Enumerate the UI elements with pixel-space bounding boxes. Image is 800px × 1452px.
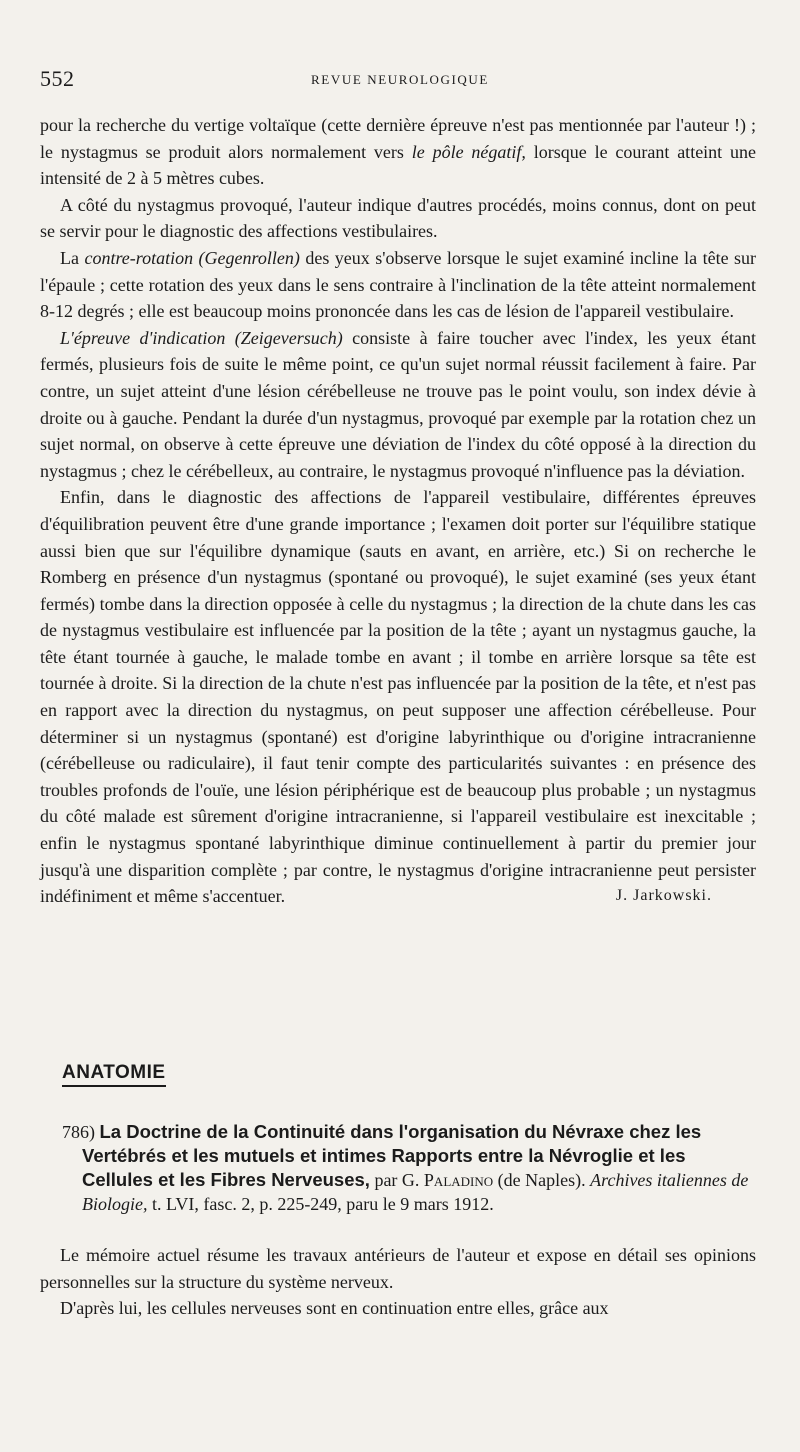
article-paragraph-2: D'après lui, les cellules nerveuses sont en continuation entre elles, grâce aux	[60, 1298, 609, 1319]
italic-phrase: le pôle négatif,	[411, 141, 526, 162]
paragraph-2: A côté du nystagmus provoqué, l'auteur indique d'autres procédés, moins connus, dont on peut se servir pour le diagnostic des affections vestibulaires.	[40, 194, 756, 242]
article-paragraph-1: Le mémoire actuel résume les travaux antérieurs de l'auteur et expose en détail ses opinions personnelles sur la structure du système nerveux.	[40, 1245, 756, 1292]
italic-term: L'épreuve d'indication (Zeigeversuch)	[60, 327, 343, 348]
paragraph-3: La contre-rotation (Gegenrollen) des yeux s'observe lorsque le sujet examiné incline la tête sur l'épaule ; cette rotation des yeux dans le sens contraire à l'inclination de la tête atteint normalement 8-12 degrés ; elle est beaucoup moins prononcée dans les cas de lésion de l'appareil vestibulaire.	[40, 247, 757, 322]
paragraph-5: Enfin, dans le diagnostic des affections de l'appareil vestibulaire, différentes épreuves d'équilibration peuvent être d'une grande importance ; l'examen doit porter sur l'équilibre statique aussi bien que sur l'équilibre dynamique (sauts en avant, en arrière, etc.) Si on recherche le Romberg en présence d'un nystagmus (spontané ou provoqué), le sujet examiné (ses yeux étant fermés) tombe dans la direction opposée à celle du nystagmus ; la direction de la chute dans les cas de nystagmus vestibulaire est influencée par la position de la tête ; ayant un nystagmus gauche, la tête étant tournée à gauche, le malade tombe en avant ; il tombe en arrière lorsque sa tête est tournée à droite. Si la direction de la chute n'est pas influencée par la position de la tête, et n'est pas en rapport avec la direction du nystagmus, on peut supposer une affection cérébelleuse. Pour déterminer si un nystagmus (spontané) est d'origine labyrinthique ou d'origine intracranienne (cérébelleuse ou radiculaire), il faut tenir compte des particularités suivantes : en présence des troubles profonds de l'ouïe, une lésion périphérique est de beaucoup plus probable ; un nystagmus du côté malade est sûrement d'origine intracranienne, si l'appareil vestibulaire est inexcitable ; enfin le nystagmus spontané labyrinthique diminue continuellement à partir du premier jour jusqu'à une disparition complète ; par contre, le nystagmus d'origine intracranienne peut persister indéfiniment et même s'accentuer. J. Jarkowski.	[40, 484, 756, 910]
page-header	[40, 66, 760, 92]
italic-term: contre-rotation (Gegenrollen)	[84, 247, 300, 268]
page-number: 552	[40, 66, 75, 91]
paragraph-1: pour la recherche du vertige voltaïque (cette dernière épreuve n'est pas mentionnée par l'auteur !) ; le nystagmus se produit alors normalement vers le pôle négatif, lorsque le courant atteint une intensité de 2 à 5 mètres cubes.	[40, 115, 757, 189]
article-number: 786)	[62, 1122, 95, 1142]
article-body	[40, 1242, 756, 1322]
journal-name: Archives italiennes de Biologie,	[82, 1170, 749, 1214]
article-author: G. Paladino	[401, 1170, 494, 1190]
running-head: REVUE NEUROLOGIQUE	[311, 72, 489, 87]
author-signature: J. Jarkowski.	[615, 887, 712, 905]
body-text	[40, 112, 756, 910]
paragraph-4: L'épreuve d'indication (Zeigeversuch) consiste à faire toucher avec l'index, les yeux étant fermés, plusieurs fois de suite le même point, ce qu'un sujet normal réussit facilement à faire. Par contre, un sujet atteint d'une lésion cérébelleuse ne trouve pas le point voulu, son index dévie à droite ou à gauche. Pendant la durée d'un nystagmus, provoqué par exemple par la rotation chez un sujet normal, on observe à cette épreuve une déviation de l'index du côté opposé à la direction du nystagmus ; chez le cérébelleux, au contraire, le nystagmus provoqué n'influence pas la déviation.	[40, 327, 756, 481]
section-heading: ANATOMIE	[62, 1062, 166, 1087]
article-entry	[62, 1120, 756, 1216]
article-citation: 786) La Doctrine de la Continuité dans l'organisation du Névraxe chez les Vertébrés et les mutuels et intimes Rapports entre la Névroglie et les Cellules et les Fibres Nerveuses, par G. Paladino (de Naples). Archives italiennes de Biologie, t. LVI, fasc. 2, p. 225-249, paru le 9 mars 1912.	[62, 1121, 749, 1214]
article-title: La Doctrine de la Continuité dans l'organisation du Névraxe chez les Vertébrés et les mutuels et intimes Rapports entre la Névroglie et les Cellules et les Fibres Nerveuses,	[82, 1121, 702, 1190]
